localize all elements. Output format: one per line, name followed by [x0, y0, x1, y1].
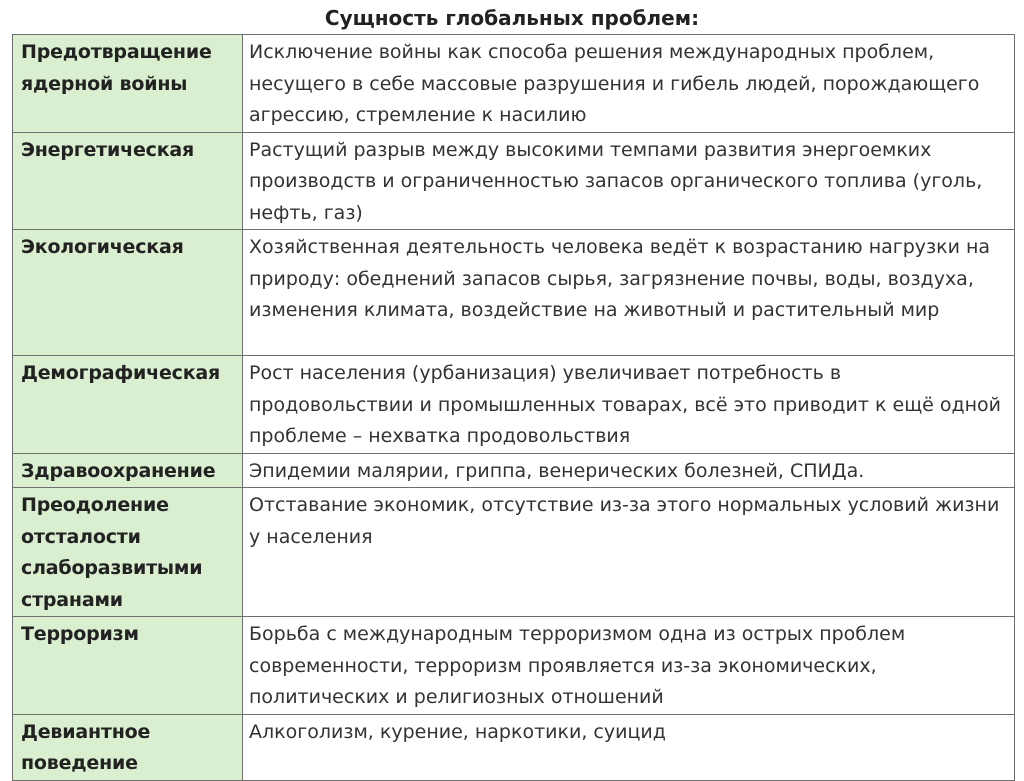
problem-name: Демографическая	[21, 362, 221, 384]
problem-name-cell	[13, 356, 243, 454]
problem-description: Отставание экономик, отсутствие из-за этого нормальных условий жизни у населения	[249, 494, 1000, 548]
problem-description: Эпидемии малярии, гриппа, венерических болезней, СПИДа.	[249, 459, 865, 482]
problem-description: Хозяйственная деятельность человека ведёт к возрастанию нагрузки на природу: обеднений запасов сырья, загрязнение почвы, воды, воздуха, изменения климата, воздействие на животный и растительный мир	[249, 236, 991, 321]
problem-name-cell	[13, 132, 243, 230]
page-title: Сущность глобальных проблем:	[324, 6, 700, 30]
problem-description-cell	[243, 714, 1015, 780]
table-row	[13, 132, 1015, 230]
problem-description: Борьба с международным терроризмом одна из острых проблем современности, терроризм проявляется из-за экономических, политических и религиозных отношений	[249, 623, 906, 708]
problem-name: Девиантное поведение	[21, 720, 151, 774]
problem-description-cell	[243, 356, 1015, 454]
problem-description: Рост населения (урбанизация) увеличивает потребность в продовольствии и промышленных товарах, всё это приводит к ещё одной проблеме – нехватка продовольствия	[249, 362, 1001, 447]
table-row	[13, 35, 1015, 133]
problem-description: Алкоголизм, курение, наркотики, суицид	[249, 720, 666, 743]
problem-name-cell	[13, 488, 243, 617]
problem-name: Предотвращение ядерной войны	[21, 41, 212, 95]
table-row	[13, 714, 1015, 780]
problem-description: Растущий разрыв между высокими темпами развития энергоемких производств и ограниченностью запасов органического топлива (уголь, нефть, газ)	[249, 138, 983, 224]
table-row	[13, 356, 1015, 454]
problem-description-cell	[243, 132, 1015, 230]
problem-name-cell	[13, 35, 243, 133]
table-row	[13, 453, 1015, 488]
table-row	[13, 230, 1015, 356]
problem-name: Преодоление отсталости слаборазвитыми странами	[21, 494, 203, 611]
problem-name-cell	[13, 714, 243, 780]
problem-name-cell	[13, 617, 243, 715]
problem-name: Здравоохранение	[21, 459, 216, 482]
problem-name: Энергетическая	[21, 138, 195, 161]
global-problems-table	[12, 34, 1015, 781]
problem-name: Терроризм	[21, 623, 139, 645]
problem-description-cell	[243, 453, 1015, 488]
problem-description-cell	[243, 617, 1015, 715]
problem-name-cell	[13, 453, 243, 488]
problem-description-cell	[243, 230, 1015, 356]
problem-name: Экологическая	[21, 236, 184, 258]
problem-name-cell	[13, 230, 243, 356]
table-row	[13, 617, 1015, 715]
problem-description-cell	[243, 35, 1015, 133]
problem-description: Исключение войны как способа решения международных проблем, несущего в себе массовые разрушения и гибель людей, порождающего агрессию, стремление к насилию	[249, 41, 980, 126]
problem-description-cell	[243, 488, 1015, 617]
table-row	[13, 488, 1015, 617]
